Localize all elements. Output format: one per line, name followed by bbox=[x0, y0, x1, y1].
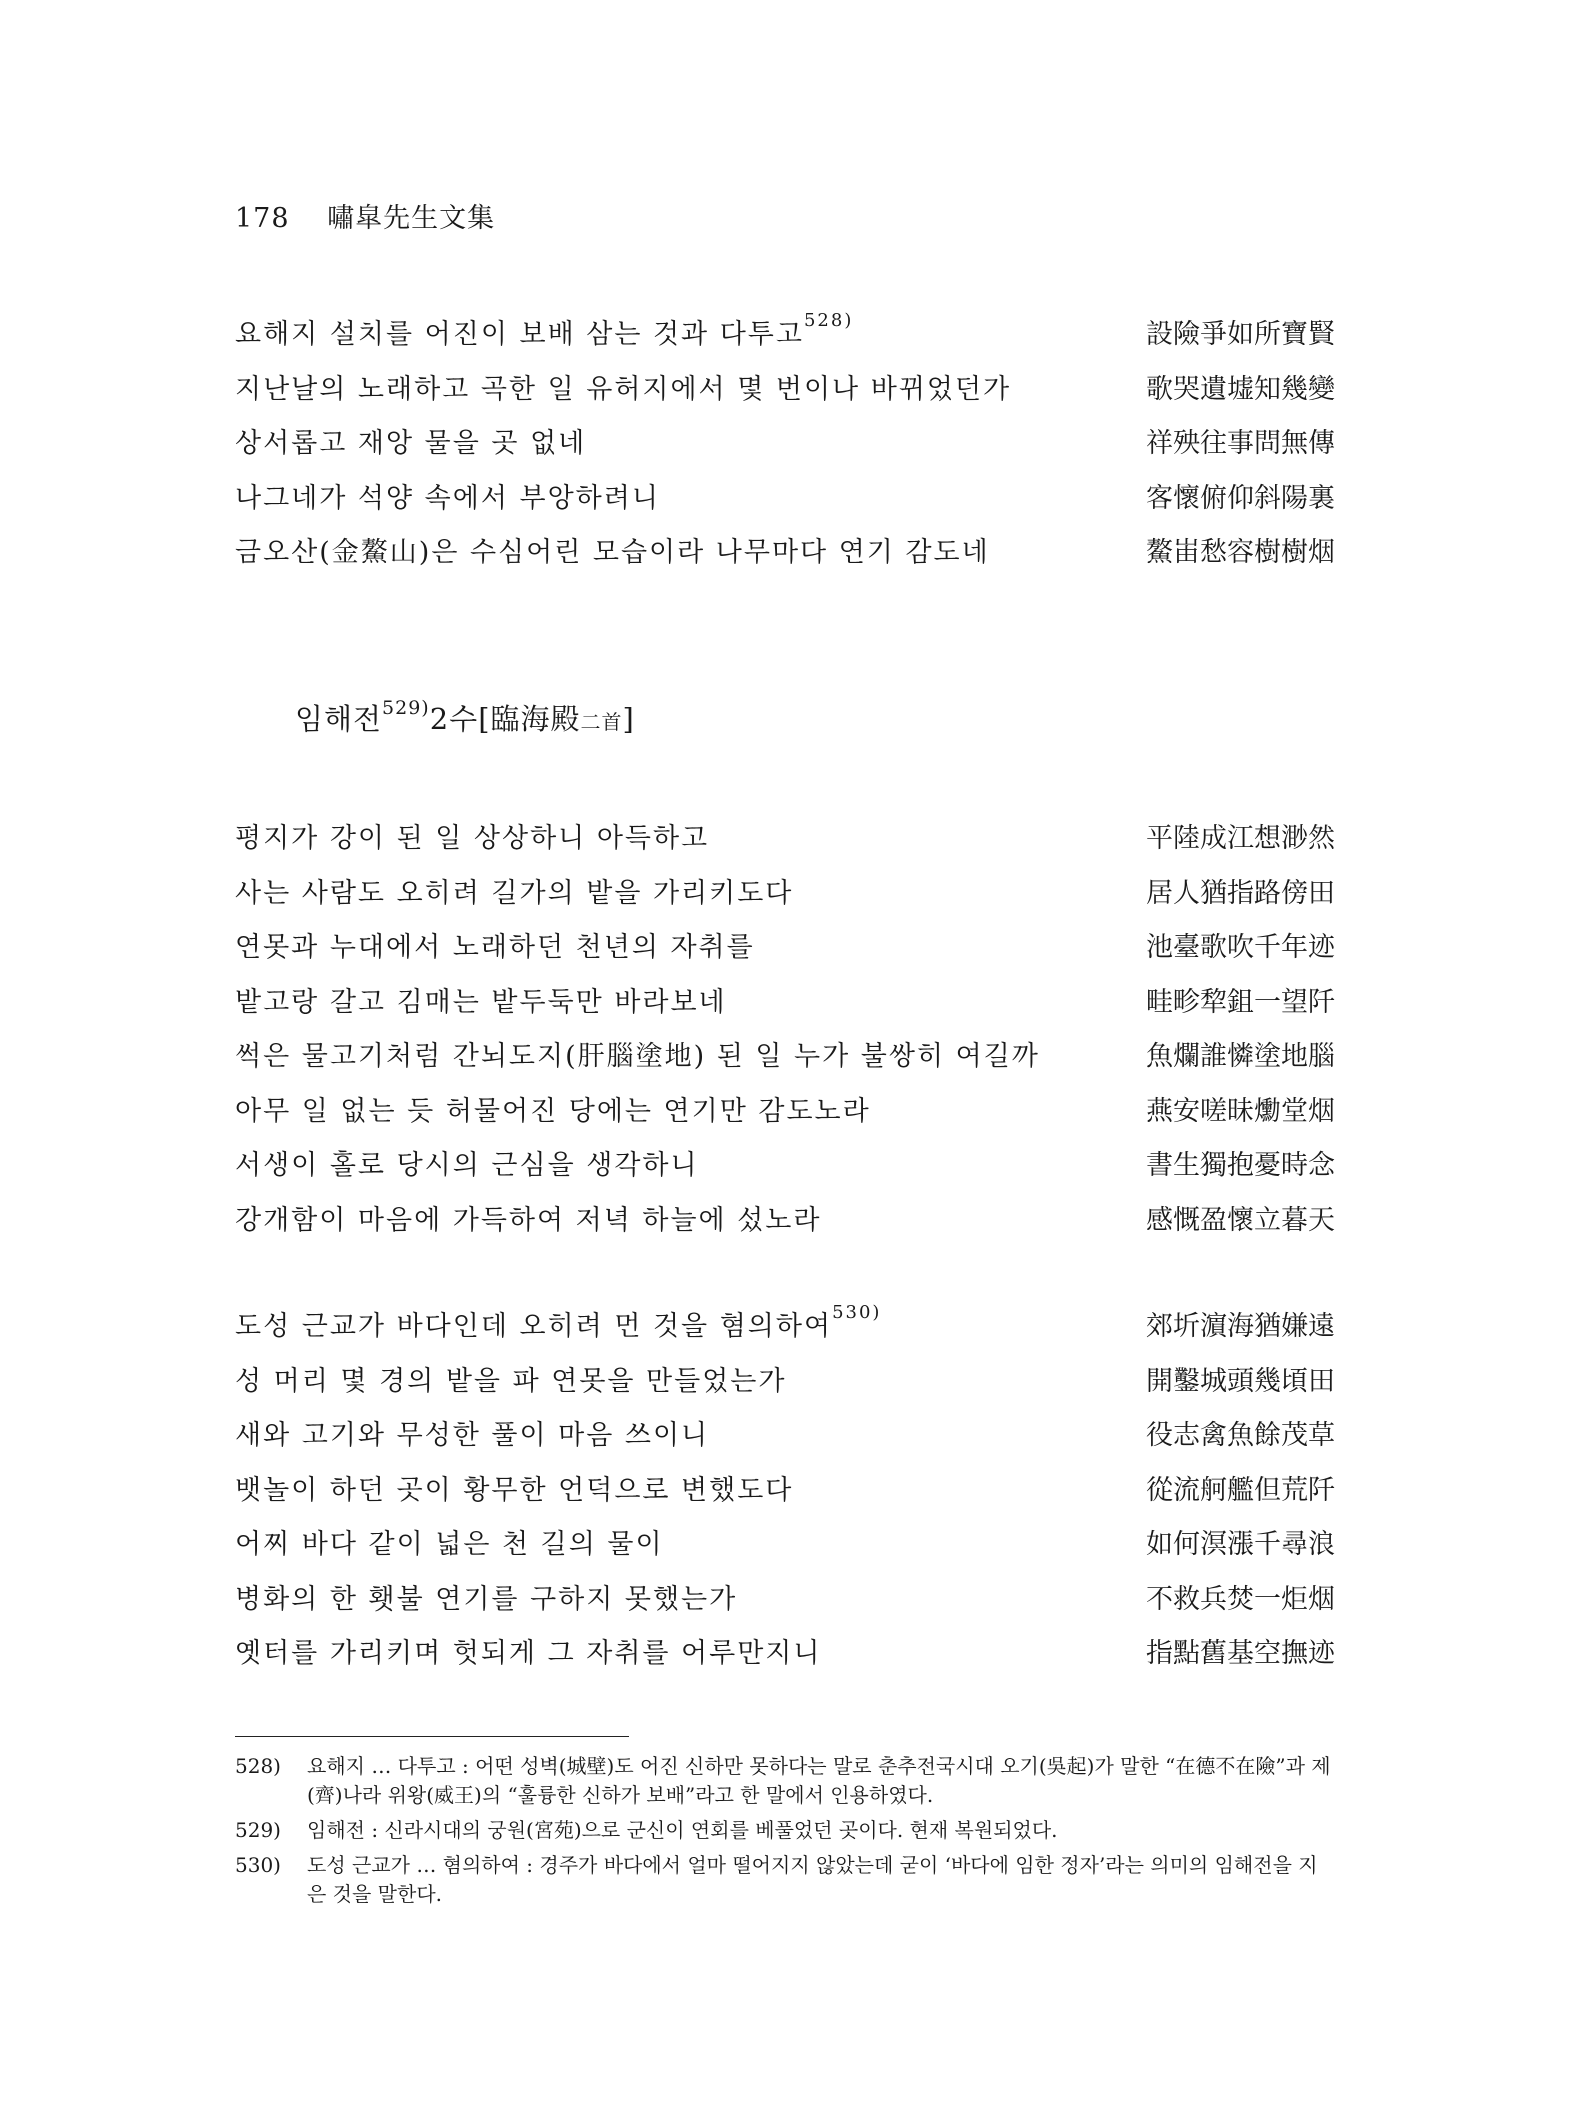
poem-line bbox=[235, 1143, 1335, 1198]
title-count: 2수 bbox=[429, 702, 479, 736]
korean-translation bbox=[235, 1413, 709, 1452]
korean-text: 지난날의 노래하고 곡한 일 유허지에서 몇 번이나 바뀌었던가 bbox=[235, 373, 1012, 405]
poem-line bbox=[235, 1468, 1335, 1523]
korean-text: 평지가 강이 된 일 상상하니 아득하고 bbox=[235, 823, 710, 854]
footnote-ref: 530) bbox=[832, 1302, 882, 1323]
poem-line bbox=[235, 367, 1335, 422]
poem-line bbox=[235, 421, 1335, 476]
korean-translation bbox=[235, 476, 660, 515]
korean-text: 옛터를 가리키며 헛되게 그 자취를 어루만지니 bbox=[235, 1638, 822, 1669]
korean-translation bbox=[235, 1143, 699, 1182]
title-bracket-close: ] bbox=[622, 702, 635, 736]
korean-text: 강개함이 마음에 가득하여 저녁 하늘에 섰노라 bbox=[235, 1204, 822, 1236]
footnote-text: 요해지 … 다투고 : 어떤 성벽(城壁)도 어진 신하만 못하다는 말로 춘추전국시대 오기(吳起)가 말한 “在德不在險”과 제(齊)나라 위왕(威王)의 “훌륭한 신하가 보배”라고 한 말에서 인용하였다. bbox=[307, 1754, 1331, 1807]
title-small: 二首 bbox=[580, 710, 623, 734]
korean-translation bbox=[235, 1034, 1040, 1073]
hanja-original: 設險爭如所寶賢 bbox=[1146, 319, 1335, 350]
hanja-original: 不救兵焚一炬烟 bbox=[1146, 1583, 1335, 1615]
footnote-number: 529) bbox=[235, 1818, 281, 1842]
hanja-original: 開鑿城頭幾頃田 bbox=[1146, 1365, 1335, 1397]
footnotes bbox=[235, 1752, 1335, 1909]
footnote-text: 임해전 : 신라시대의 궁원(宮苑)으로 군신이 연회를 베풀었던 곳이다. 현재 복원되었다. bbox=[307, 1818, 1058, 1842]
hanja-original: 魚爛誰憐塗地腦 bbox=[1146, 1041, 1335, 1072]
poem-line bbox=[235, 1359, 1335, 1414]
hanja-original: 畦畛犂鉏一望阡 bbox=[1146, 986, 1335, 1018]
poem-line bbox=[235, 1631, 1335, 1686]
hanja-original: 從流舸艦但荒阡 bbox=[1146, 1474, 1335, 1506]
korean-text: 금오산(金鰲山)은 수심어린 모습이라 나무마다 연기 감도네 bbox=[235, 537, 990, 568]
title-bracket-open: [ bbox=[478, 702, 491, 736]
korean-text: 나그네가 석양 속에서 부앙하려니 bbox=[235, 482, 660, 514]
korean-text: 밭고랑 갈고 김매는 밭두둑만 바라보네 bbox=[235, 986, 727, 1018]
poem-line bbox=[235, 1413, 1335, 1468]
korean-text: 상서롭고 재앙 물을 곳 없네 bbox=[235, 428, 587, 459]
section-title bbox=[295, 697, 635, 738]
korean-translation bbox=[235, 925, 755, 964]
korean-text: 아무 일 없는 듯 허물어진 당에는 연기만 감도노라 bbox=[235, 1095, 871, 1127]
poem-line bbox=[235, 1089, 1335, 1144]
hanja-original: 書生獨抱憂時念 bbox=[1146, 1150, 1335, 1181]
poem-2 bbox=[235, 816, 1335, 1252]
page-header bbox=[235, 196, 495, 235]
korean-text: 새와 고기와 무성한 풀이 마음 쓰이니 bbox=[235, 1420, 710, 1451]
poem-line bbox=[235, 816, 1335, 871]
poem-line bbox=[235, 925, 1335, 980]
poem-line bbox=[235, 1034, 1335, 1089]
poem-line bbox=[235, 530, 1335, 585]
title-hanja: 臨海殿 bbox=[490, 702, 581, 736]
korean-text: 뱃놀이 하던 곳이 황무한 언덕으로 변했도다 bbox=[235, 1474, 794, 1506]
korean-text: 사는 사람도 오히려 길가의 밭을 가리키도다 bbox=[235, 877, 794, 909]
korean-text: 요해지 설치를 어진이 보배 삼는 것과 다투고 bbox=[235, 319, 804, 350]
hanja-original: 客懷俯仰斜陽裏 bbox=[1146, 482, 1335, 514]
footnote-number: 530) bbox=[235, 1853, 281, 1877]
korean-translation bbox=[235, 1359, 786, 1398]
hanja-original: 燕安嗟昧爋堂烟 bbox=[1146, 1095, 1335, 1127]
korean-text: 성 머리 몇 경의 밭을 파 연못을 만들었는가 bbox=[235, 1365, 787, 1397]
korean-translation bbox=[235, 816, 709, 855]
hanja-original: 感慨盈懷立暮天 bbox=[1146, 1204, 1335, 1236]
hanja-original: 鰲峀愁容樹樹烟 bbox=[1146, 537, 1335, 568]
korean-text: 서생이 홀로 당시의 근심을 생각하니 bbox=[235, 1150, 699, 1181]
book-title: 嘯皐先生文集 bbox=[327, 203, 496, 234]
hanja-original: 祥殃往事問無傳 bbox=[1146, 428, 1335, 459]
hanja-original: 池臺歌吹千年迹 bbox=[1146, 932, 1335, 963]
korean-translation bbox=[235, 871, 793, 910]
poem-1 bbox=[235, 312, 1335, 585]
korean-translation bbox=[235, 1522, 664, 1561]
poem-line bbox=[235, 1304, 1335, 1359]
footnote bbox=[235, 1851, 1335, 1909]
hanja-original: 指點舊基空撫迹 bbox=[1146, 1638, 1335, 1669]
korean-text: 연못과 누대에서 노래하던 천년의 자취를 bbox=[235, 932, 755, 963]
hanja-original: 如何溟漲千尋浪 bbox=[1146, 1529, 1335, 1560]
hanja-original: 役志禽魚餘茂草 bbox=[1146, 1420, 1335, 1451]
korean-translation bbox=[235, 421, 586, 460]
footnote bbox=[235, 1816, 1335, 1845]
korean-translation bbox=[235, 1631, 821, 1670]
footnote-divider bbox=[235, 1736, 629, 1737]
poem-line bbox=[235, 871, 1335, 926]
footnote-ref-529: 529) bbox=[382, 697, 430, 719]
poem-line bbox=[235, 1522, 1335, 1577]
korean-translation bbox=[235, 980, 727, 1019]
poem-line bbox=[235, 476, 1335, 531]
poem-line bbox=[235, 312, 1335, 367]
korean-translation bbox=[235, 367, 1011, 406]
korean-text: 썩은 물고기처럼 간뇌도지(肝腦塗地) 된 일 누가 불쌍히 여길까 bbox=[235, 1041, 1040, 1072]
korean-translation bbox=[235, 1089, 871, 1128]
hanja-original: 居人猶指路傍田 bbox=[1146, 877, 1335, 909]
title-korean: 임해전 bbox=[295, 702, 383, 736]
page-number: 178 bbox=[235, 203, 290, 234]
footnote-ref: 528) bbox=[803, 310, 854, 331]
poem-3 bbox=[235, 1304, 1335, 1686]
korean-translation bbox=[235, 1198, 821, 1237]
korean-text: 도성 근교가 바다인데 오히려 먼 것을 혐의하여 bbox=[235, 1311, 833, 1342]
korean-translation bbox=[235, 530, 990, 569]
hanja-original: 歌哭遺墟知幾變 bbox=[1146, 373, 1335, 405]
korean-translation bbox=[235, 1304, 881, 1343]
footnote-text: 도성 근교가 … 혐의하여 : 경주가 바다에서 얼마 떨어지지 않았는데 굳이 ‘바다에 임한 정자’라는 의미의 임해전을 지은 것을 말한다. bbox=[307, 1853, 1318, 1906]
hanja-original: 平陸成江想渺然 bbox=[1146, 823, 1335, 854]
poem-line bbox=[235, 1198, 1335, 1253]
hanja-original: 郊圻濵海猶嫌遠 bbox=[1146, 1311, 1335, 1342]
poem-line bbox=[235, 980, 1335, 1035]
korean-text: 병화의 한 횃불 연기를 구하지 못했는가 bbox=[235, 1583, 738, 1615]
korean-translation bbox=[235, 1468, 793, 1507]
footnote bbox=[235, 1752, 1335, 1810]
footnote-number: 528) bbox=[235, 1754, 281, 1778]
poem-line bbox=[235, 1577, 1335, 1632]
korean-translation bbox=[235, 312, 853, 351]
korean-translation bbox=[235, 1577, 737, 1616]
korean-text: 어찌 바다 같이 넓은 천 길의 물이 bbox=[235, 1529, 664, 1560]
